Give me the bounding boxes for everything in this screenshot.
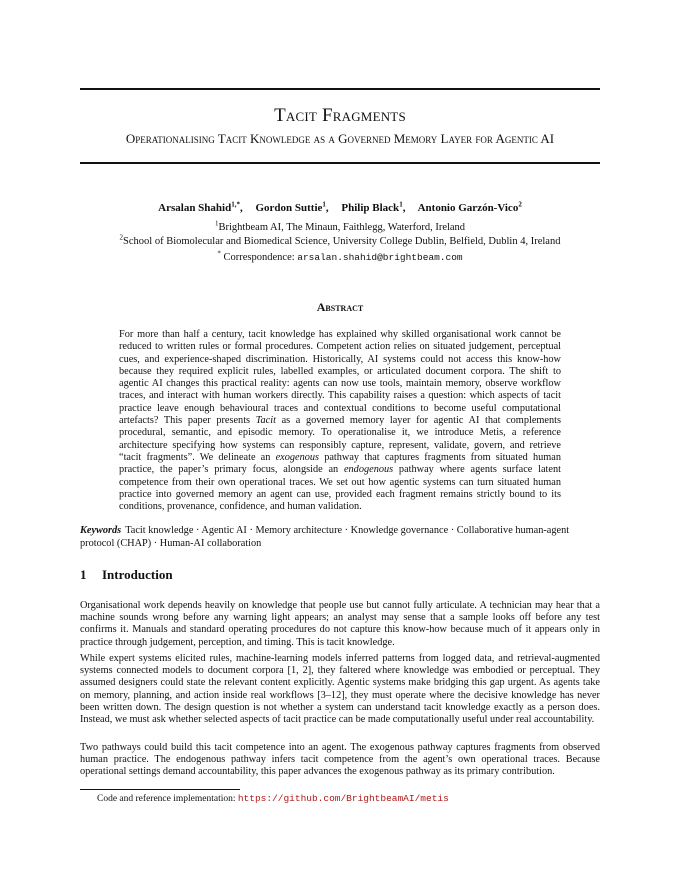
footnote bbox=[97, 793, 449, 804]
keywords-list: Tacit knowledge · Agentic AI · Memory architecture · Knowledge governance · Collaborative human-agent protocol (CHAP) · Human-AI collaboration bbox=[80, 525, 570, 549]
affiliation bbox=[0, 233, 680, 247]
abstract-segment: as a governed memory layer for agentic AI that complements procedural, semantic, and episodic memory. To operationalise it, we introduce Metis, a reference architecture specifying how systems can responsibly capture, represent, validate, govern, and retrieve “tacit fragments”. We delineate an bbox=[119, 415, 561, 463]
author-affiliation-mark: 1 bbox=[399, 200, 403, 209]
title-rule-bottom bbox=[80, 162, 600, 164]
paper-title: Tacit Fragments bbox=[274, 105, 406, 126]
affiliation bbox=[0, 219, 680, 233]
author-name: Antonio Garzón-Vico bbox=[417, 202, 519, 214]
paper-subtitle: Operationalising Tacit Knowledge as a Governed Memory Layer for Agentic AI bbox=[125, 131, 555, 146]
abstract-segment: pathway where agents surface latent competence from their own operational traces. We set out how agentic systems can turn situated human practice into governed memory an agent can use, provided each fragment remains strictly bound to its conditions, provenance, confidence, and human validation. bbox=[119, 464, 561, 513]
footnote-link[interactable]: https://github.com/BrightbeamAI/metis bbox=[237, 793, 449, 804]
section-title: Introduction bbox=[102, 567, 173, 582]
author-name: Philip Black bbox=[341, 202, 400, 214]
affiliation-text: Brightbeam AI, The Minaun, Faithlegg, Waterford, Ireland bbox=[218, 222, 466, 233]
abstract-text bbox=[119, 329, 561, 513]
title-rule-top bbox=[80, 88, 600, 90]
body-paragraph: Organisational work depends heavily on knowledge that people use but cannot fully articulate. A technician may hear that a machine sounds wrong before any warning light appears; an analyst may sense that a sample looks off before any test confirms it. Manuals and standard operating procedures do not capture this know-how because much of it appears only in practice through judgement, perception, and timing. This is tacit knowledge. bbox=[80, 600, 600, 648]
correspondence-email[interactable]: arsalan.shahid@brightbeam.com bbox=[297, 252, 463, 263]
affiliation-mark: 1 bbox=[214, 219, 219, 228]
abstract-segment: pathway that captures fragments from situated human practice, the paper’s primary focus, alongside an bbox=[119, 451, 562, 476]
author-affiliation-mark: 2 bbox=[518, 200, 522, 209]
affiliation-mark: 2 bbox=[119, 233, 124, 242]
footnote-rule bbox=[80, 789, 240, 790]
body-paragraph: Two pathways could build this tacit competence into an agent. The exogenous pathway captures fragments from observed human practice. The endogenous pathway infers tacit competence from the agent’s own operational traces. Because operational settings demand accountability, this paper advances the exogenous pathway as its primary contribution. bbox=[80, 742, 600, 778]
keywords-label: Keywords bbox=[80, 525, 122, 536]
author-name: Gordon Suttie bbox=[255, 202, 323, 214]
abstract-segment: For more than half a century, tacit knowledge has explained why skilled organisational work cannot be reduced to written rules or formal procedures. Competent action relies on situated judgement, perceptual cues, and experience-shaped discrimination. Historically, AI systems could not access this know-how because they required explicit rules, labelled examples, or articulated document corpora. The shift to agentic AI changes this practical reality: agents can now use tools, maintain memory, observe workflow traces, and interact with human workers directly. This capability raises a question: which aspects of tacit practice leave enough behavioural traces and contextual conditions to become useful computational artefacts? This paper presents bbox=[119, 329, 561, 427]
section-heading bbox=[80, 567, 173, 583]
author-affiliation-mark: 1,* bbox=[231, 200, 240, 209]
abstract-emphasis: exogenous bbox=[275, 451, 320, 463]
affiliation-text: School of Biomolecular and Biomedical Science, University College Dublin, Belfield, Dublin 4, Ireland bbox=[123, 236, 561, 247]
body-paragraph: While expert systems elicited rules, machine-learning models inferred patterns from logged data, and retrieval-augmented systems connected models to document corpora [1, 2], they faltered where knowledge was embodied or perceptual. They assumed designers could state the relevant content explicitly. Agentic systems make bridging this gap urgent. As agents take on memory, planning, and action inside real workflows [3–12], they must operate where the decisive knowledge has never been written down. The design question is not whether a system can understand tacit knowledge exactly as a person does. Instead, we must ask whether selected aspects of tacit practice can be made computationally useful under real accountability. bbox=[80, 653, 600, 726]
abstract-emphasis: endogenous bbox=[343, 464, 394, 476]
keywords bbox=[80, 524, 600, 550]
abstract-emphasis: Tacit bbox=[255, 415, 276, 427]
correspondence bbox=[0, 249, 680, 263]
abstract-heading: Abstract bbox=[316, 300, 364, 314]
section-number: 1 bbox=[80, 567, 87, 582]
correspondence-mark: * bbox=[217, 249, 221, 258]
footnote-label: Code and reference implementation: bbox=[97, 794, 236, 804]
correspondence-label: Correspondence: bbox=[223, 252, 295, 263]
author-list: Arsalan Shahid$^{1,*}$, Gordon Suttie$^1$, Philip Black$^1$, Antonio Garzón-Vico$^2$ bbox=[158, 200, 522, 214]
author-name: Arsalan Shahid bbox=[158, 202, 232, 214]
author-affiliation-mark: 1 bbox=[322, 200, 326, 209]
